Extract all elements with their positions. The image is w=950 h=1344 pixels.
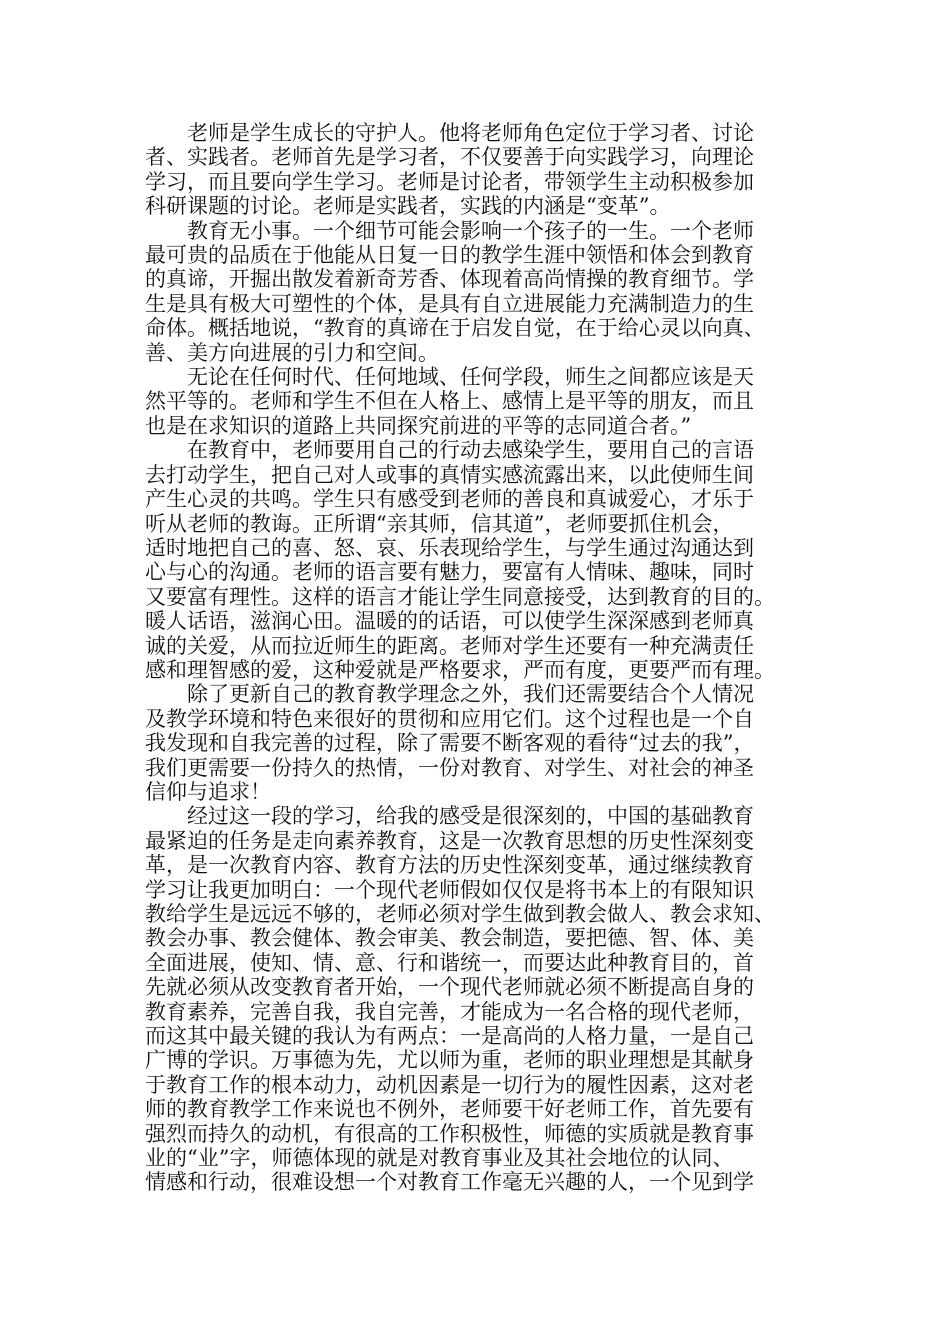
text-line: 适时地把自己的喜、怒、哀、乐表现给学生，与学生通过沟通达到 xyxy=(145,535,754,560)
text-line: 也是在求知识的道路上共同探究前进的平等的志同道合者。” xyxy=(145,413,692,438)
text-line: 除了更新自己的教育教学理念之外，我们还需要结合个人情况 xyxy=(187,682,754,707)
text-line: 师的教育教学工作来说也不例外，老师要干好老师工作，首先要有 xyxy=(145,1097,754,1122)
text-line: 情感和行动，很难设想一个对教育工作毫无兴趣的人，一个见到学 xyxy=(145,1170,754,1195)
text-line: 教育素养，完善自我，我自完善，才能成为一名合格的现代老师， xyxy=(145,999,754,1024)
text-line: 于教育工作的根本动力，动机因素是一切行为的履性因素，这对老 xyxy=(145,1072,754,1097)
text-line: 最可贵的品质在于他能从日复一日的教学生涯中领悟和体会到教育 xyxy=(145,243,754,268)
document-page xyxy=(145,121,807,1195)
text-line: 生是具有极大可塑性的个体，是具有自立进展能力充满制造力的生 xyxy=(145,291,754,316)
text-line: 诚的关爱，从而拉近师生的距离。老师对学生还要有一种充满责任 xyxy=(145,633,754,658)
text-line: 去打动学生，把自己对人或事的真情实感流露出来，以此使师生间 xyxy=(145,462,754,487)
text-line: 听从老师的教诲。正所谓“亲其师，信其道”，老师要抓住机会， xyxy=(145,511,734,536)
text-line: 教会办事、教会健体、教会审美、教会制造，要把德、智、体、美 xyxy=(145,926,754,951)
text-line: 在教育中，老师要用自己的行动去感染学生，要用自己的言语 xyxy=(187,438,754,463)
text-line: 无论在任何时代、任何地域、任何学段，师生之间都应该是天 xyxy=(187,365,754,390)
text-line: 产生心灵的共鸣。学生只有感受到老师的善良和真诚爱心，才乐于 xyxy=(145,487,754,512)
text-line: 然平等的。老师和学生不但在人格上、感情上是平等的朋友，而且 xyxy=(145,389,754,414)
text-line: 老师是学生成长的守护人。他将老师角色定位于学习者、讨论 xyxy=(187,121,754,145)
text-line: 信仰与追求！ xyxy=(145,779,271,804)
text-line: 革，是一次教育内容、教育方法的历史性深刻变革，通过继续教育 xyxy=(145,853,754,878)
text-line: 业的“业”字，师德体现的就是对教育事业及其社会地位的认同、 xyxy=(145,1146,734,1171)
text-line: 教给学生是远远不够的，老师必须对学生做到教会做人、教会求知、 xyxy=(145,902,775,926)
text-line: 我发现和自我完善的过程，除了需要不断客观的看待“过去的我”， xyxy=(145,731,755,756)
text-line: 最紧迫的任务是走向素养教育，这是一次教育思想的历史性深刻变 xyxy=(145,828,754,853)
text-line: 善、美方向进展的引力和空间。 xyxy=(145,340,439,365)
paragraph-6 xyxy=(145,804,807,1195)
text-line: 经过这一段的学习，给我的感受是很深刻的，中国的基础教育 xyxy=(187,804,754,829)
text-line: 心与心的沟通。老师的语言要有魅力，要富有人情味、趣味，同时 xyxy=(145,560,754,585)
text-line: 学习让我更加明白：一个现代老师假如仅仅是将书本上的有限知识 xyxy=(145,877,754,902)
paragraph-1 xyxy=(145,121,807,219)
text-line: 又要富有理性。这样的语言才能让学生同意接受，达到教育的目的。 xyxy=(145,584,775,609)
text-line: 命体。概括地说，“教育的真谛在于启发自觉，在于给心灵以向真、 xyxy=(145,316,765,341)
text-line: 科研课题的讨论。老师是实践者，实践的内涵是“变革”。 xyxy=(145,194,671,219)
text-line: 广博的学识。万事德为先，尤以师为重，老师的职业理想是其献身 xyxy=(145,1048,754,1073)
text-line: 而这其中最关键的我认为有两点：一是高尚的人格力量，一是自己 xyxy=(145,1024,754,1049)
text-line: 的真谛，开掘出散发着新奇芳香、体现着高尚情操的教育细节。学 xyxy=(145,267,754,292)
text-line: 我们更需要一份持久的热情，一份对教育、对学生、对社会的神圣 xyxy=(145,755,754,780)
paragraph-2 xyxy=(145,219,807,365)
text-line: 及教学环境和特色来很好的贯彻和应用它们。这个过程也是一个自 xyxy=(145,706,754,731)
text-line: 感和理智感的爱，这种爱就是严格要求，严而有度，更要严而有理。 xyxy=(145,657,775,682)
text-line: 先就必须从改变教育者开始，一个现代老师就必须不断提高自身的 xyxy=(145,975,754,1000)
text-line: 全面进展，使知、情、意、行和谐统一，而要达此种教育目的，首 xyxy=(145,950,754,975)
text-line: 学习，而且要向学生学习。老师是讨论者，带领学生主动积极参加 xyxy=(145,169,754,194)
paragraph-4 xyxy=(145,438,807,682)
paragraph-3 xyxy=(145,365,807,438)
text-line: 者、实践者。老师首先是学习者，不仅要善于向实践学习，向理论 xyxy=(145,145,754,170)
paragraph-5 xyxy=(145,682,807,804)
text-line: 教育无小事。一个细节可能会影响一个孩子的一生。一个老师 xyxy=(187,218,754,243)
text-line: 强烈而持久的动机，有很高的工作积极性，师德的实质就是教育事 xyxy=(145,1121,754,1146)
text-line: 暖人话语，滋润心田。温暖的的话语，可以使学生深深感到老师真 xyxy=(145,609,754,634)
